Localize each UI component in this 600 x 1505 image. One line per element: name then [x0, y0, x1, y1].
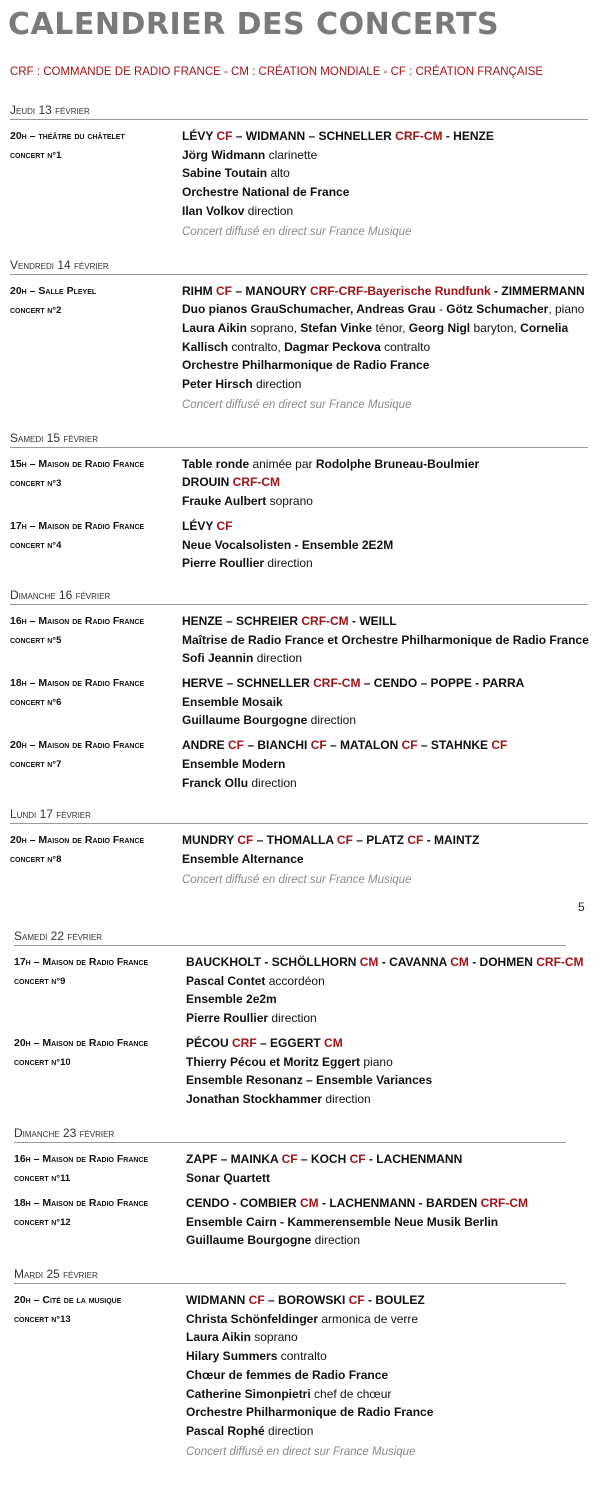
concert-number: concert n°5	[10, 634, 62, 646]
concert-entry	[14, 953, 584, 1028]
creation-tag: CRF-CM	[480, 1196, 528, 1210]
program-name: Pierre Roullier	[182, 556, 268, 571]
program-role: direction	[268, 1423, 314, 1438]
concert-time-venue: 18h – Maison de Radio France	[10, 677, 145, 690]
creation-tag: CF	[348, 1293, 365, 1307]
creation-tag: CRF-CM	[395, 129, 443, 143]
day-section	[10, 430, 588, 573]
creation-tag: CRF-CM	[313, 676, 361, 691]
program-role: , piano	[548, 302, 585, 317]
program-line	[186, 1310, 566, 1329]
concert-time-venue: 18h – Maison de Radio France	[14, 1197, 149, 1209]
program-line	[186, 1403, 566, 1422]
program-line	[182, 693, 588, 712]
day-header	[10, 102, 588, 120]
creation-tag: CF	[216, 129, 233, 143]
concert-meta	[10, 517, 182, 573]
program-line	[186, 990, 584, 1009]
program-line	[186, 1385, 566, 1404]
concert-program	[186, 1150, 566, 1188]
program-name: MUNDRY	[182, 833, 238, 848]
concert-meta	[14, 1194, 186, 1250]
program-line	[186, 1090, 566, 1109]
program-name: Hilary Summers	[186, 1349, 281, 1364]
concert-time-venue: 17h – Maison de Radio France	[14, 956, 149, 968]
concert-time-venue: 20h – théâtre du châtelet	[10, 130, 125, 142]
page-number: 5	[578, 900, 585, 914]
day-header	[10, 430, 588, 448]
day-header	[10, 257, 588, 275]
program-name: RIHM	[182, 283, 216, 298]
concert-number: concert n°4	[10, 539, 62, 551]
program-name: Rodolphe Bruneau-Boulmier	[315, 456, 480, 471]
concert-meta	[10, 455, 182, 511]
program-role: animée par	[252, 456, 316, 471]
program-line	[186, 1034, 566, 1053]
program-line	[186, 972, 584, 991]
concert-calendar	[0, 102, 600, 1458]
program-name: Guillaume Bourgogne	[182, 713, 311, 728]
concert-entry	[10, 736, 588, 792]
program-role: contralto	[280, 1349, 327, 1364]
program-name: Chœur de femmes de Radio France	[186, 1367, 389, 1382]
program-role: direction	[271, 1011, 317, 1026]
creation-tag: CF	[228, 738, 245, 753]
program-role: direction	[267, 556, 313, 571]
program-line	[182, 649, 589, 668]
day-label: Dimanche 23 février	[14, 1126, 115, 1140]
day-label: Lundi 17 février	[10, 807, 91, 822]
program-name: - BOULEZ	[364, 1293, 425, 1307]
concert-program	[186, 1034, 566, 1109]
concert-time-venue: 20h – Maison de Radio France	[10, 834, 145, 847]
program-role: soprano	[269, 494, 313, 509]
program-name: Pascal Contet	[186, 973, 269, 988]
day-label: Jeudi 13 février	[10, 103, 90, 117]
creation-tag: CF	[401, 738, 418, 753]
concert-program	[182, 127, 588, 243]
program-line	[182, 473, 588, 492]
concert-time-venue: 15h – Maison de Radio France	[10, 457, 145, 470]
program-name: Jörg Widmann	[182, 147, 269, 162]
day-section	[10, 257, 588, 416]
concert-program	[186, 1291, 566, 1463]
program-line	[182, 774, 588, 793]
program-name: Cornelia	[520, 320, 569, 335]
program-line	[182, 375, 588, 394]
program-role: direction	[314, 1233, 361, 1248]
concert-program	[186, 1194, 566, 1250]
program-name: Sonar Quartett	[186, 1170, 271, 1185]
program-line	[186, 1347, 566, 1366]
concert-time-venue: 20h – Salle Pleyel	[10, 284, 97, 297]
concert-entry	[10, 612, 588, 668]
program-line	[186, 1366, 566, 1385]
program-name: Sabine Toutain	[182, 166, 271, 181]
concert-time-venue: 20h – Cité de la musique	[14, 1294, 122, 1306]
program-line	[182, 300, 588, 319]
abbreviation-legend: CRF : COMMANDE DE RADIO FRANCE - CM : CRÉATION MONDIALE - CF : CRÉATION FRANÇAISE	[10, 66, 544, 78]
program-line	[186, 1071, 566, 1090]
day-label: Dimanche 16 février	[10, 587, 111, 602]
program-name: – EGGERT	[256, 1035, 325, 1050]
creation-tag: CM	[300, 1196, 319, 1210]
concert-meta	[10, 831, 182, 890]
program-name: Orchestre Philharmonique de Radio France	[182, 358, 430, 373]
program-name: – CENDO – POPPE - PARRA	[360, 676, 525, 691]
program-line	[182, 338, 588, 357]
program-name: - CAVANNA	[378, 955, 451, 969]
program-name: - LACHENMANN - BARDEN	[318, 1196, 481, 1210]
page-title: CALENDRIER DES CONCERTS	[8, 7, 500, 42]
broadcast-note: Concert diffusé en direct sur France Musique	[182, 398, 412, 411]
day-section	[10, 102, 588, 243]
program-name: DROUIN	[182, 475, 233, 490]
creation-tag: CF	[349, 1152, 366, 1166]
program-line	[182, 517, 588, 536]
program-name: Sofi Jeannin	[182, 651, 257, 666]
program-name: Orchestre Philharmonique de Radio France	[186, 1405, 434, 1420]
concert-entry	[10, 674, 588, 730]
program-line	[186, 1169, 566, 1188]
concert-meta	[14, 1291, 186, 1463]
concert-program	[182, 612, 589, 668]
concert-number: concert n°12	[14, 1217, 71, 1228]
day-label: Vendredi 14 février	[10, 257, 109, 272]
day-section	[14, 1125, 566, 1250]
program-name: - LACHENMANN	[365, 1152, 463, 1166]
concert-meta	[14, 1034, 186, 1109]
concert-meta	[10, 612, 182, 668]
concert-meta	[14, 1150, 186, 1188]
creation-tag: CF	[281, 1152, 298, 1166]
concert-number: concert n°9	[14, 976, 66, 987]
program-name: – THOMALLA	[253, 833, 337, 848]
concert-meta	[10, 736, 182, 792]
day-header	[10, 806, 588, 824]
concert-program	[182, 455, 588, 511]
program-line	[182, 455, 588, 474]
program-line	[182, 319, 588, 338]
concert-number: concert n°10	[14, 1056, 71, 1068]
program-role: soprano	[254, 1330, 298, 1345]
program-name: Pierre Roullier	[186, 1011, 272, 1026]
program-line	[182, 164, 588, 183]
program-line	[182, 282, 588, 301]
program-name: Orchestre National de France	[182, 185, 350, 200]
program-name: – MANOURY	[232, 283, 311, 298]
program-role: baryton,	[473, 320, 521, 335]
program-name: Table ronde	[182, 456, 253, 471]
broadcast-note: Concert diffusé en direct sur France Musique	[182, 873, 412, 886]
program-name: Duo pianos GrauSchumacher, Andreas Grau	[182, 302, 436, 317]
concert-number: concert n°1	[10, 150, 62, 161]
concert-number: concert n°3	[10, 477, 62, 489]
day-header	[14, 1266, 566, 1284]
program-name: Ilan Volkov	[182, 203, 248, 218]
program-line	[186, 1194, 566, 1213]
program-role: direction	[251, 775, 297, 790]
creation-tag: CF	[310, 738, 327, 753]
day-header	[10, 587, 588, 605]
creation-tag: CF	[216, 283, 232, 298]
concert-meta	[10, 674, 182, 730]
creation-tag: CRF-CRF-Bayerische Rundfunk	[310, 283, 491, 298]
day-section	[14, 928, 584, 1109]
creation-tag: CRF	[232, 1035, 257, 1050]
day-section	[10, 806, 588, 890]
program-name: ZAPF – MAINKA	[186, 1152, 282, 1166]
program-name: Franck Ollu	[182, 775, 252, 790]
program-name: Ensemble Cairn - Kammerensemble Neue Musik Berlin	[186, 1214, 499, 1229]
program-line	[182, 146, 588, 165]
program-name: Thierry Pécou et Moritz Eggert	[186, 1054, 364, 1069]
day-label: Mardi 25 février	[14, 1267, 98, 1281]
program-name: CENDO - COMBIER	[186, 1196, 300, 1210]
concert-time-venue: 17h – Maison de Radio France	[10, 519, 145, 532]
creation-tag: CRF-CM	[536, 955, 584, 969]
creation-tag: CRF-CM	[232, 475, 280, 490]
program-line	[182, 356, 588, 375]
creation-tag: CF	[248, 1293, 265, 1307]
program-line	[186, 1291, 566, 1310]
program-name: – WIDMANN – SCHNELLER	[232, 129, 396, 143]
concert-entry	[14, 1034, 566, 1109]
program-line	[186, 1422, 566, 1441]
program-role: clarinette	[268, 147, 318, 162]
program-name: Kallisch	[182, 339, 232, 354]
program-name: BAUCKHOLT - SCHÖLLHORN	[186, 955, 360, 969]
creation-tag: CM	[450, 955, 469, 969]
concert-program	[186, 953, 584, 1028]
program-name: LÉVY	[182, 129, 217, 143]
concert-number: concert n°2	[10, 304, 62, 316]
program-name: Ensemble Resonanz – Ensemble Variances	[186, 1073, 433, 1088]
program-name: - MAINTZ	[423, 833, 480, 848]
program-line	[186, 1328, 566, 1347]
program-name: Jonathan Stockhammer	[186, 1091, 326, 1106]
program-line	[186, 1231, 566, 1250]
program-line	[182, 831, 588, 850]
program-role: alto	[270, 166, 290, 181]
program-name: – KOCH	[297, 1152, 350, 1166]
creation-tag: CM	[359, 955, 379, 969]
program-name: Ensemble Modern	[182, 756, 286, 771]
concert-program	[182, 736, 588, 792]
program-name: Pascal Rophé	[186, 1423, 269, 1438]
program-name: Dagmar Peckova	[284, 339, 385, 354]
day-section	[14, 1266, 566, 1463]
program-name: Laura Aikin	[186, 1330, 255, 1345]
concert-number: concert n°11	[14, 1173, 71, 1184]
creation-tag: CF	[216, 518, 233, 533]
program-role: chef de chœur	[314, 1386, 392, 1401]
program-line	[182, 755, 588, 774]
concert-number: concert n°8	[10, 854, 62, 866]
program-role: contralto,	[231, 339, 285, 354]
day-header	[14, 1125, 566, 1143]
program-role: ténor,	[375, 320, 409, 335]
program-name: HENZE – SCHREIER	[182, 613, 302, 628]
program-role: -	[435, 302, 447, 317]
concert-meta	[14, 953, 186, 1028]
program-line	[182, 736, 588, 755]
program-role: contralto	[384, 339, 431, 354]
program-line	[182, 492, 588, 511]
program-name: WIDMANN	[186, 1293, 249, 1307]
day-label: Samedi 15 février	[10, 430, 99, 445]
program-role: soprano,	[250, 320, 301, 335]
program-name: – BOROWSKI	[264, 1293, 349, 1307]
program-name: – STAHNKE	[417, 738, 492, 753]
program-line	[182, 536, 588, 555]
day-section	[10, 587, 588, 792]
program-name: Georg Nigl	[408, 320, 474, 335]
program-role: armonica de verre	[321, 1311, 419, 1326]
concert-entry	[10, 127, 588, 243]
concert-entry	[10, 282, 588, 416]
creation-tag: CF	[336, 833, 353, 848]
concert-program	[182, 517, 588, 573]
program-name: Ensemble Alternance	[182, 851, 304, 866]
concert-program	[182, 831, 588, 890]
concert-time-venue: 16h – Maison de Radio France	[14, 1153, 149, 1165]
creation-tag: CF	[237, 833, 254, 848]
program-line	[182, 674, 588, 693]
concert-meta	[10, 282, 182, 416]
program-line	[186, 1150, 566, 1169]
creation-tag: CF	[491, 738, 508, 753]
concert-program	[182, 674, 588, 730]
creation-tag: CRF-CM	[301, 613, 349, 628]
program-role: piano	[363, 1054, 393, 1069]
program-line	[182, 127, 588, 146]
program-role: accordéon	[268, 973, 325, 988]
concert-entry	[14, 1150, 566, 1188]
program-name: - HENZE	[442, 129, 494, 143]
program-line	[186, 1213, 566, 1232]
program-role: direction	[256, 651, 303, 666]
concert-number: concert n°13	[14, 1314, 71, 1325]
program-name: Peter Hirsch	[182, 377, 257, 392]
program-name: Frauke Aulbert	[182, 494, 270, 509]
concert-entry	[10, 831, 588, 890]
program-name: Ensemble 2e2m	[186, 992, 277, 1007]
program-name: Maîtrise de Radio France et Orchestre Philharmonique de Radio France	[182, 632, 589, 647]
program-line	[186, 1009, 584, 1028]
program-role: direction	[310, 713, 357, 728]
program-name: Neue Vocalsolisten - Ensemble 2E2M	[182, 537, 394, 552]
concert-entry	[14, 1291, 566, 1463]
concert-entry	[10, 517, 588, 573]
program-line	[182, 554, 588, 573]
concert-program	[182, 282, 588, 416]
program-name: ANDRE	[182, 738, 229, 753]
creation-tag: CM	[324, 1035, 343, 1050]
creation-tag: CF	[407, 833, 424, 848]
program-line	[182, 631, 589, 650]
concert-time-venue: 16h – Maison de Radio France	[10, 614, 145, 627]
concert-number: concert n°6	[10, 697, 62, 709]
day-header	[14, 928, 566, 946]
concert-meta	[10, 127, 182, 243]
broadcast-note: Concert diffusé en direct sur France Musique	[186, 1445, 416, 1458]
program-name: Ensemble Mosaik	[182, 694, 283, 709]
program-line	[182, 711, 588, 730]
program-name: Götz Schumacher	[446, 302, 549, 317]
day-label: Samedi 22 février	[14, 929, 103, 943]
program-line	[186, 1053, 566, 1072]
program-name: - WEILL	[348, 613, 397, 628]
program-name: Stefan Vinke	[300, 320, 376, 335]
concert-time-venue: 20h – Maison de Radio France	[10, 739, 145, 752]
program-role: direction	[325, 1091, 371, 1106]
program-name: - ZIMMERMANN	[490, 283, 585, 298]
program-name: LÉVY	[182, 518, 217, 533]
concert-entry	[14, 1194, 566, 1250]
concert-number: concert n°7	[10, 759, 62, 771]
concert-entry	[10, 455, 588, 511]
program-role: direction	[256, 377, 302, 392]
broadcast-note: Concert diffusé en direct sur France Musique	[182, 225, 412, 238]
program-line	[186, 953, 584, 972]
program-name: Christa Schönfeldinger	[186, 1311, 322, 1326]
program-name: – BIANCHI	[244, 738, 311, 753]
program-name: PÉCOU	[186, 1035, 233, 1050]
program-name: Guillaume Bourgogne	[186, 1233, 315, 1248]
program-line	[182, 183, 588, 202]
program-name: Laura Aikin	[182, 320, 251, 335]
program-line	[182, 202, 588, 221]
program-name: - DOHMEN	[468, 955, 537, 969]
program-name: Catherine Simonpietri	[186, 1386, 315, 1401]
program-line	[182, 850, 588, 869]
program-name: – PLATZ	[352, 833, 408, 848]
program-line	[182, 612, 589, 631]
program-role: direction	[247, 203, 294, 218]
program-name: – MATALON	[326, 738, 402, 753]
concert-time-venue: 20h – Maison de Radio France	[14, 1036, 149, 1049]
program-name: HERVE – SCHNELLER	[182, 676, 314, 691]
